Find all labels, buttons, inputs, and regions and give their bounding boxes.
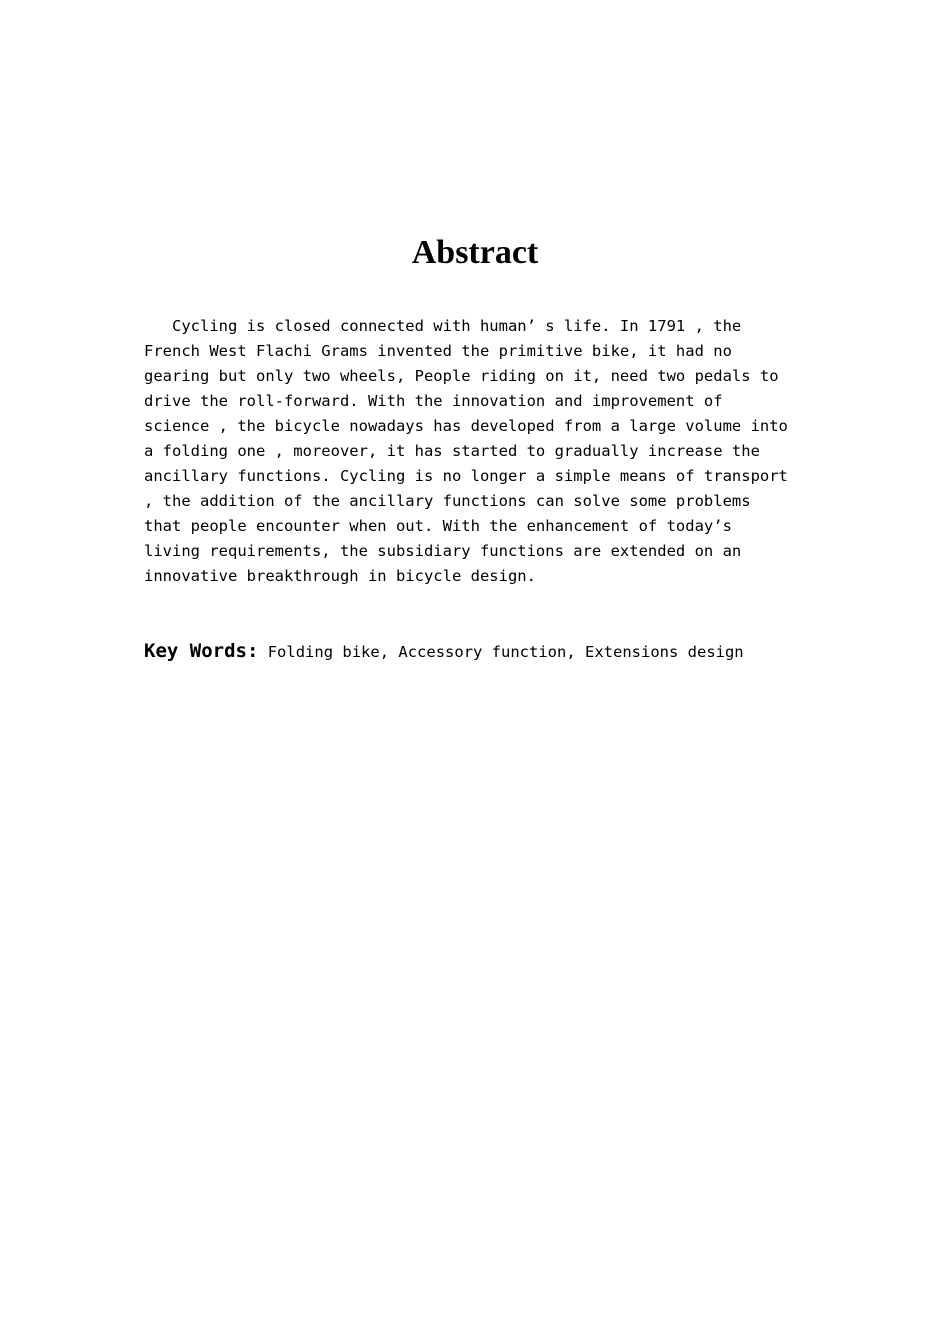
- keywords-value: Folding bike, Accessory function, Extensions design: [258, 643, 744, 661]
- abstract-line: drive the roll-forward. With the innovation and improvement of: [144, 392, 723, 410]
- keywords-label: Key Words:: [144, 640, 259, 662]
- abstract-line: Cycling is closed connected with human’ s life. In 1791 , the: [144, 317, 742, 335]
- keywords: [144, 637, 844, 666]
- abstract-line: science , the bicycle nowadays has developed from a large volume into: [144, 417, 788, 435]
- abstract-line: innovative breakthrough in bicycle design.: [144, 567, 536, 585]
- abstract-body: [144, 314, 824, 589]
- abstract-line: living requirements, the subsidiary functions are extended on an: [144, 542, 742, 560]
- abstract-line: French West Flachi Grams invented the primitive bike, it had no: [144, 342, 732, 360]
- abstract-line: ancillary functions. Cycling is no longer a simple means of transport: [144, 467, 788, 485]
- abstract-line: , the addition of the ancillary functions can solve some problems: [144, 492, 751, 510]
- abstract-line: gearing but only two wheels, People riding on it, need two pedals to: [144, 367, 779, 385]
- abstract-line: a folding one , moreover, it has started to gradually increase the: [144, 442, 760, 460]
- page-title: Abstract: [411, 234, 539, 271]
- abstract-line: that people encounter when out. With the enhancement of today’s: [144, 517, 732, 535]
